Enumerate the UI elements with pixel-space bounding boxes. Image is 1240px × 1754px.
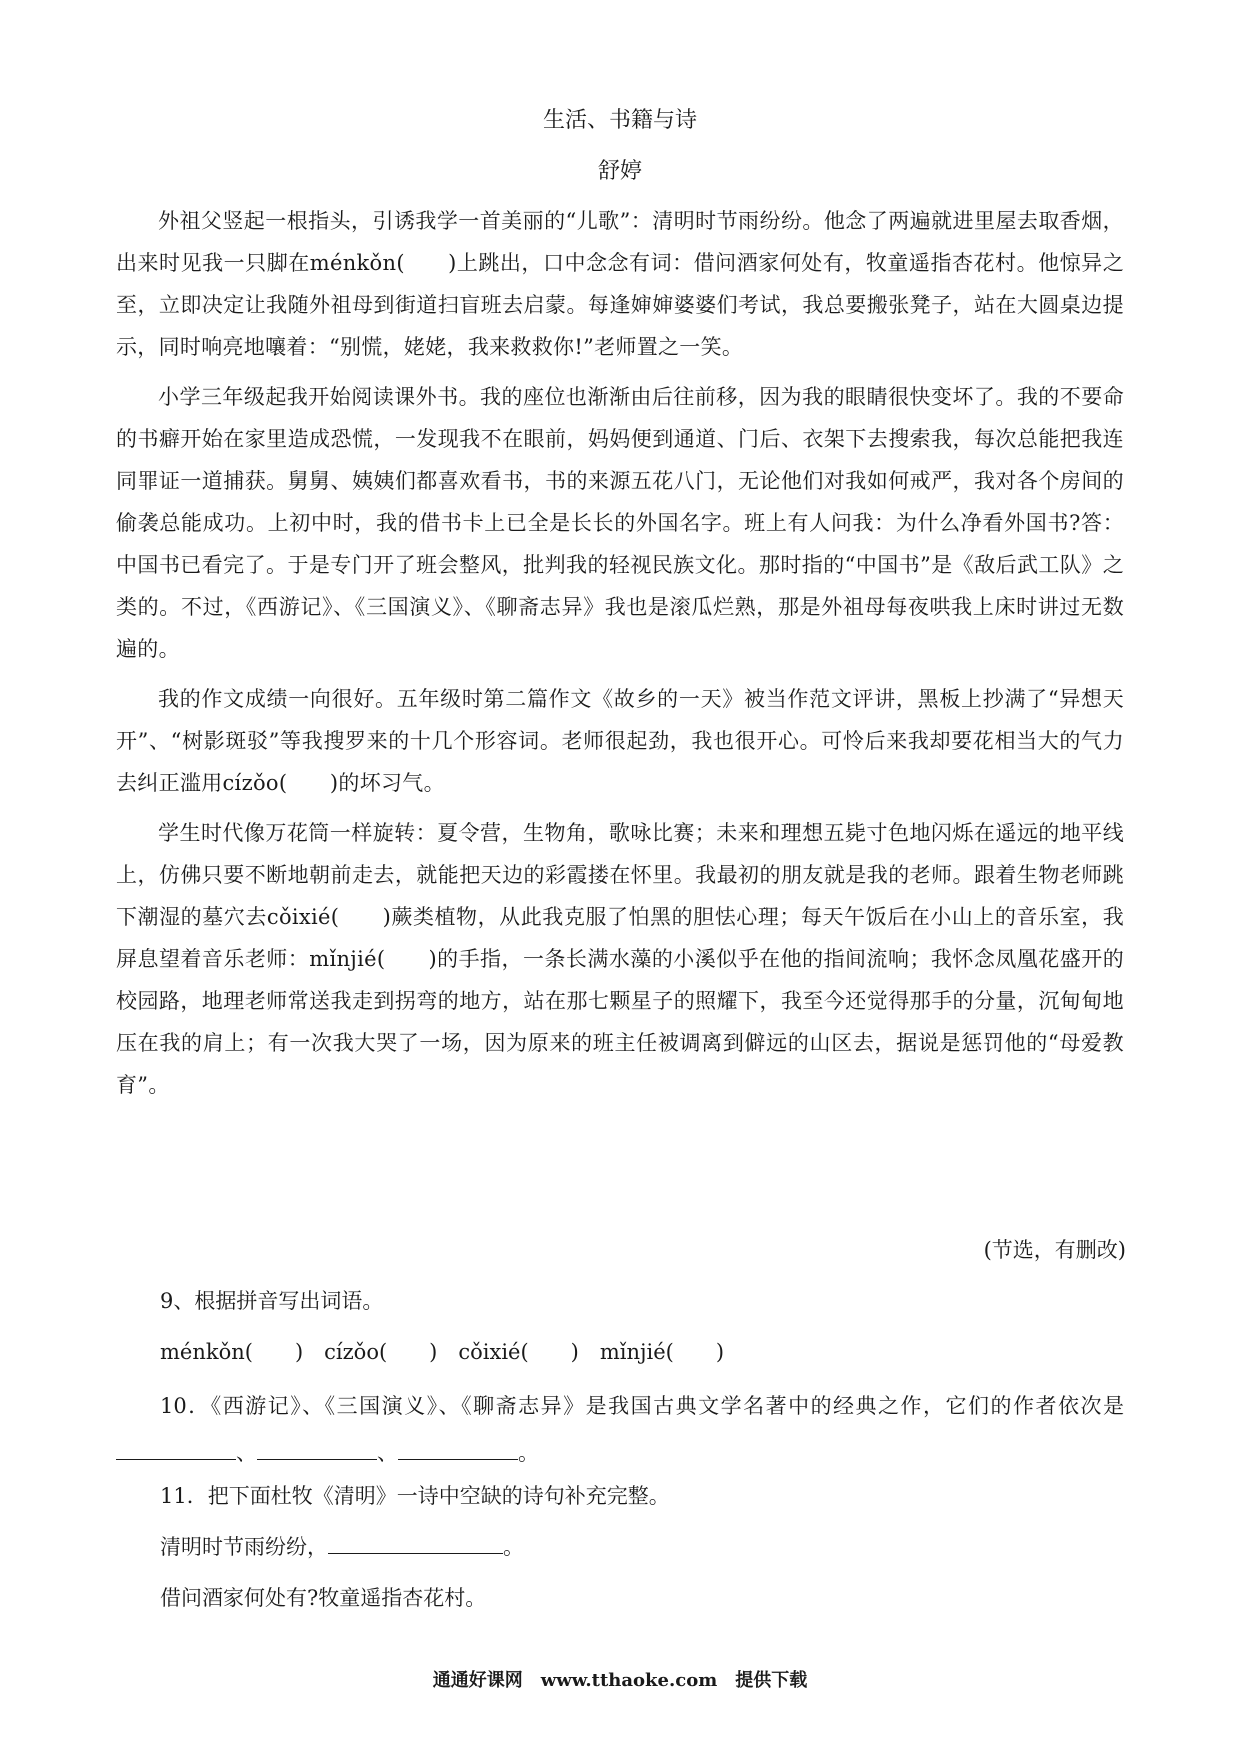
question-10-text: 10．《西游记》、《三国演义》、《聊斋志异》是我国古典文学名著中的经典之作，它们的作者依次是 (160, 1394, 1124, 1418)
separator: 、 (236, 1441, 257, 1465)
paragraph-1: 外祖父竖起一根指头，引诱我学一首美丽的“儿歌”：清明时节雨纷纷。他念了两遍就进里屋去取香烟，出来时见我一只脚在ménkǒn( )上跳出，口中念念有词：借问酒家何处有，牧童遥指杏花村。他惊异之至，立即决定让我随外祖母到街道扫盲班去启蒙。每逢婶婶婆婆们考试，我总要搬张凳子，站在大圆桌边提示，同时响亮地嚷着：“别慌，姥姥，我来救救你!”老师置之一笑。 (116, 209, 1124, 359)
poem-line-1 (160, 1532, 1168, 1562)
article-body (116, 200, 1124, 1114)
question-11: 11．把下面杜牧《清明》一诗中空缺的诗句补充完整。 (160, 1484, 670, 1508)
paragraph-2: 小学三年级起我开始阅读课外书。我的座位也渐渐由后往前移，因为我的眼睛很快变坏了。我的不要命的书癖开始在家里造成恐慌，一发现我不在眼前，妈妈便到通道、门后、衣架下去搜索我，每次总能把我连同罪证一道捕获。舅舅、姨姨们都喜欢看书，书的来源五花八门，无论他们对我如何戒严，我对各个房间的偷袭总能成功。上初中时，我的借书卡上已全是长长的外国名字。班上有人问我：为什么净看外国书?答：中国书已看完了。于是专门开了班会整风，批判我的轻视民族文化。那时指的“中国书”是《敌后武工队》之类的。不过，《西游记》、《三国演义》、《聊斋志异》我也是滚瓜烂熟，那是外祖母每夜哄我上床时讲过无数遍的。 (116, 385, 1124, 661)
question-9: 9、根据拼音写出词语。 (160, 1289, 384, 1313)
answer-blank-1[interactable] (116, 1439, 236, 1460)
question-10-end: 。 (518, 1441, 539, 1465)
poem-line-1-end: 。 (503, 1535, 524, 1559)
separator: 、 (377, 1441, 398, 1465)
article-author: 舒婷 (597, 159, 642, 184)
article-title: 生活、书籍与诗 (542, 108, 697, 133)
answer-blank-2[interactable] (257, 1439, 377, 1460)
paragraph-4: 学生时代像万花筒一样旋转：夏令营，生物角，歌咏比赛；未来和理想五毙寸色地闪烁在遥远的地平线上，仿佛只要不断地朝前走去，就能把天边的彩霞搂在怀里。我最初的朋友就是我的老师。跟着生物老师跳下潮湿的墓穴去cǒixié( )蕨类植物，从此我克服了怕黑的胆怯心理；每天午饭后在小山上的音乐室，我屏息望着音乐老师：mǐnjié( )的手指，一条长满水藻的小溪似乎在他的指间流响；我怀念凤凰花盛开的校园路，地理老师常送我走到拐弯的地方，站在那七颗星子的照耀下，我至今还觉得那手的分量，沉甸甸地压在我的肩上；有一次我大哭了一场，因为原来的班主任被调离到僻远的山区去，据说是惩罚他的“母爱教育”。 (116, 821, 1124, 1097)
question-9-pinyin: ménkǒn( ) cízǒo( ) cǒixié( ) mǐnjié( ) (160, 1340, 725, 1364)
answer-blank-poem[interactable] (328, 1533, 503, 1554)
source-note: (节选，有删改) (983, 1238, 1126, 1262)
poem-line-1-prefix: 清明时节雨纷纷， (160, 1535, 328, 1559)
paragraph-3: 我的作文成绩一向很好。五年级时第二篇作文《故乡的一天》被当作范文评讲，黑板上抄满了“异想天开”、“树影斑驳”等我搜罗来的十几个形容词。老师很起劲，我也很开心。可怜后来我却要花相当大的气力去纠正滥用cízǒo( )的坏习气。 (116, 687, 1124, 795)
poem-line-2: 借问酒家何处有?牧童遥指杏花村。 (160, 1586, 487, 1610)
page-footer: 通通好课网 www.tthaoke.com 提供下载 (432, 1670, 808, 1691)
question-10 (116, 1383, 1124, 1477)
answer-blank-3[interactable] (398, 1439, 518, 1460)
